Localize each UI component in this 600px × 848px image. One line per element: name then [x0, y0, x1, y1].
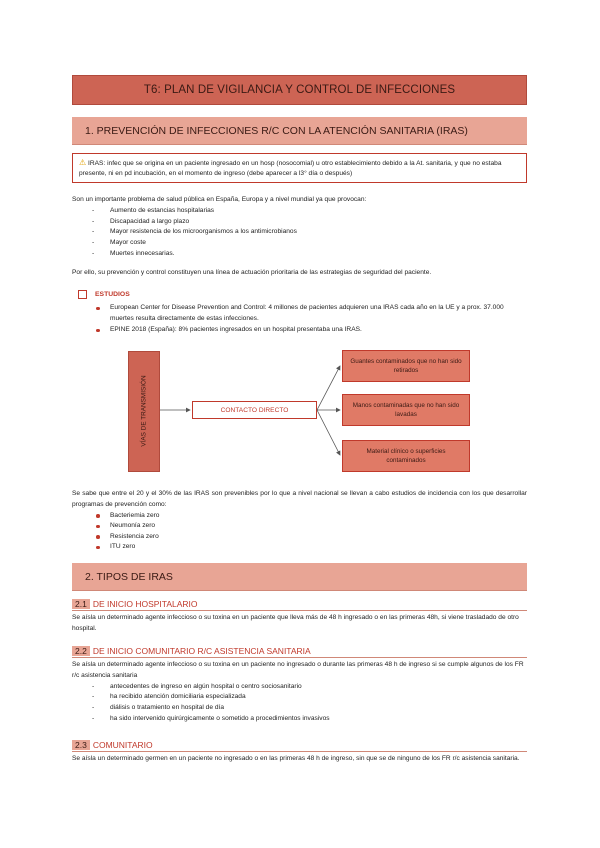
arrow-to-material [317, 410, 340, 455]
subsection-number: 2.3 [72, 740, 90, 750]
list-item: EPINE 2018 (España): 8% pacientes ingresados en un hospital presentaba una IRAS. [72, 325, 527, 336]
list-item: - ha recibido atención domiciliaria especializada [72, 692, 527, 703]
subsection-number: 2.1 [72, 599, 90, 609]
outcome-manos-label: Manos contaminadas que no han sido lavadas [352, 402, 460, 418]
warning-icon: ⚠ [79, 157, 87, 167]
section-2-heading-text: 2. TIPOS DE IRAS [85, 570, 173, 583]
list-item: European Center for Disease Prevention and Control: 4 millones de pacientes adquieren una IRAS cada año en la UE y a prox. 37.000 muertes resulta directamente de estas infecciones. [72, 303, 527, 324]
risk-factors-list [72, 682, 527, 725]
effects-list [72, 206, 527, 260]
transmission-routes-label: VÍAS DE TRANSMISIÓN [140, 375, 148, 447]
subsection-title: DE INICIO COMUNITARIO R/C ASISTENCIA SANITARIA [92, 646, 311, 656]
list-item: - antecedentes de ingreso en algún hospital o centro sociosanitario [72, 682, 527, 693]
programs-intro-text: Se sabe que entre el 20 y el 30% de las IRAS son prevenibles por lo que a nivel nacional se llevan a cabo estudios de incidencia con los que desarrollar programas de prevención como: [72, 490, 527, 508]
subsection-2-2-block [72, 660, 527, 725]
list-item: - Mayor coste [72, 238, 527, 249]
list-item: - Muertes innecesarias. [72, 249, 527, 260]
programs-block [72, 489, 527, 553]
subsection-2-2-heading [72, 644, 527, 658]
iras-intro-text: Son un importante problema de salud pública en España, Europa y a nivel mundial ya que provocan: [72, 196, 367, 203]
subsection-2-3-text: Se aísla un determinado germen en un paciente no ingresado o en las primeras 48 h de ingreso, sin que se de ninguno de los FR r/c asistencia sanitaria. [72, 755, 520, 762]
subsection-number: 2.2 [72, 646, 90, 656]
list-item: - ha sido intervenido quirúrgicamente o sometido a procedimientos invasivos [72, 714, 527, 725]
list-item: ITU zero [72, 542, 527, 553]
section-1-heading-text: 1. PREVENCIÓN DE INFECCIONES R/C CON LA ATENCIÓN SANITARIA (IRAS) [85, 124, 468, 137]
list-item: - Mayor resistencia de los microorganismos a los antimicrobianos [72, 227, 527, 238]
list-item: - Discapacidad a largo plazo [72, 217, 527, 228]
section-1-heading [72, 117, 527, 145]
list-item: Bacteriemia zero [72, 511, 527, 522]
page-title [72, 75, 527, 105]
subsection-2-2-text: Se aísla un determinado agente infeccioso o su toxina en un paciente no ingresado o durante las primeras 48 h de ingreso si se cumple algunos de los FR r/c asistencia sanitaria [72, 661, 524, 679]
outcome-material-label: Material clínico o superficies contaminados [366, 448, 446, 464]
outcome-guantes-box [342, 350, 470, 382]
estudios-label: ESTUDIOS [95, 291, 130, 298]
outcome-material-box [342, 440, 470, 472]
page-title-text: T6: PLAN DE VIGILANCIA Y CONTROL DE INFECCIONES [143, 84, 456, 96]
programs-list [72, 511, 527, 553]
iras-intro-block [72, 195, 527, 260]
section-2-heading [72, 563, 527, 591]
list-item: Neumonía zero [72, 521, 527, 532]
subsection-2-1-text: Se aísla un determinado agente infeccioso o su toxina en un paciente que lleva más de 48 h ingresado o en las primeras 48h, si viene trasladado de otro hospital. [72, 614, 519, 632]
subsection-2-3-heading [72, 738, 527, 752]
estudios-heading [78, 290, 130, 299]
subsection-title: DE INICIO HOSPITALARIO [92, 599, 198, 609]
estudios-list [72, 303, 527, 336]
list-item: - diálisis o tratamiento en hospital de día [72, 703, 527, 714]
list-item: - Aumento de estancias hospitalarias [72, 206, 527, 217]
outcome-guantes-label: Guantes contaminados que no han sido retirados [350, 358, 462, 374]
list-item: Resistencia zero [72, 532, 527, 543]
iras-definition-box [72, 153, 527, 183]
iras-definition-text: IRAS: infec que se origina en un paciente ingresado en un hosp (nosocomial) u otro establecimiento debido a la At. sanitaria, y que no estaba presente, ni en pd incubación, en el momento de ingreso (debe aparecer a l3° día o después) [79, 159, 502, 177]
contacto-directo-box [192, 401, 317, 419]
subsection-2-1-heading [72, 597, 527, 611]
conclusion-text: Por ello, su prevención y control constituyen una línea de actuación prioritaria de las estrategias de seguridad del paciente. [72, 269, 432, 276]
arrow-to-guantes [317, 366, 340, 410]
subsection-title: COMUNITARIO [92, 740, 153, 750]
estudios-block [72, 303, 527, 336]
outcome-manos-box [342, 394, 470, 426]
contacto-directo-label: CONTACTO DIRECTO [220, 406, 289, 414]
checkbox-icon [78, 290, 87, 299]
